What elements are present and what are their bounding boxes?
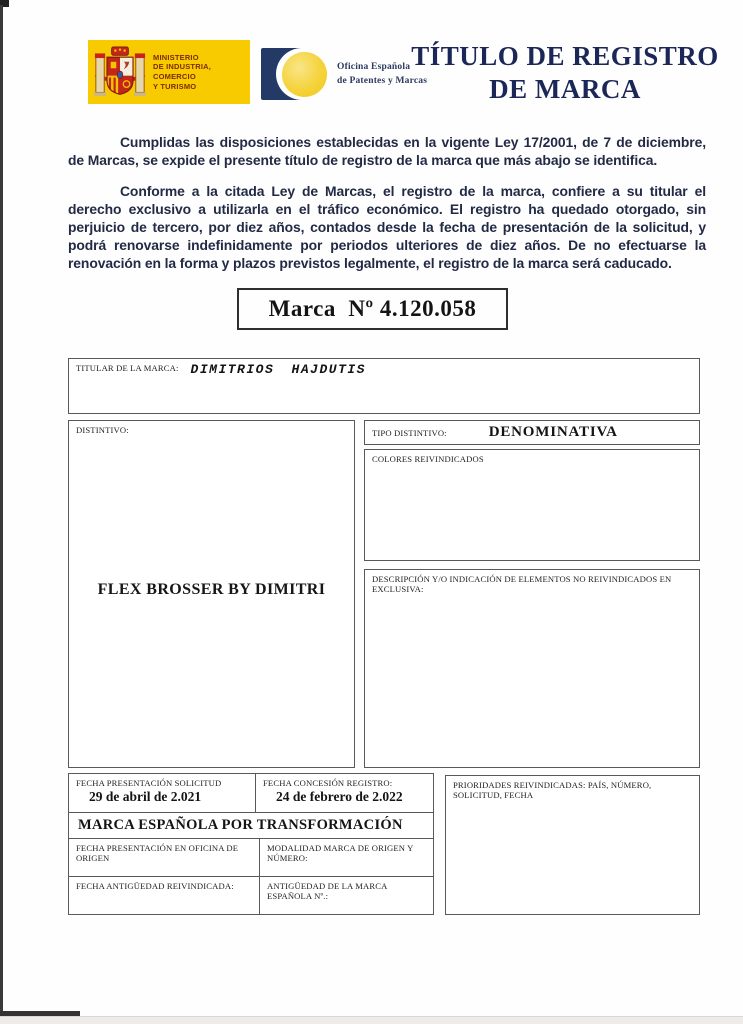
colores-label: COLORES REIVINDICADOS xyxy=(372,454,484,464)
fecha-origen-label: FECHA PRESENTACIÓN EN OFICINA DE ORIGEN xyxy=(76,843,239,864)
oepm-crescent-circle-icon xyxy=(261,46,331,102)
field-fecha-presentacion xyxy=(69,774,256,812)
legal-paragraph-1: Cumplidas las disposiciones establecidas en la vigente Ley 17/2001, de 7 de diciembre, de Marcas, se expide el presente título de registro de la marca que más abajo se identifica. xyxy=(68,134,706,169)
descripcion-label: DESCRIPCIÓN Y/O INDICACIÓN DE ELEMENTOS NO REIVINDICADOS EN EXCLUSIVA: xyxy=(372,574,672,594)
ministry-name-line: DE INDUSTRIA, COMERCIO xyxy=(153,62,212,81)
field-distintivo xyxy=(68,420,355,768)
field-prioridades xyxy=(445,775,700,915)
field-fecha-concesion xyxy=(256,774,433,812)
fecha-concesion-value: 24 de febrero de 2.022 xyxy=(276,789,403,804)
fecha-presentacion-label: FECHA PRESENTACIÓN SOLICITUD xyxy=(76,778,222,788)
scan-edge-artifact xyxy=(0,5,3,1013)
field-fecha-origen xyxy=(69,839,260,875)
tipo-distintivo-value: DENOMINATIVA xyxy=(488,424,618,440)
field-tipo-distintivo xyxy=(364,420,700,445)
distintivo-label: DISTINTIVO: xyxy=(76,425,129,435)
ministry-name xyxy=(153,53,244,92)
field-antiguedad-marca xyxy=(260,877,433,914)
document-title-line1: TÍTULO DE REGISTRO xyxy=(411,41,719,71)
fecha-antiguedad-label: FECHA ANTIGÜEDAD REIVINDICADA: xyxy=(76,880,234,891)
field-colores-reivindicados xyxy=(364,449,700,561)
oepm-name-line: Oficina Española xyxy=(337,61,411,72)
tipo-distintivo-label: TIPO DISTINTIVO: xyxy=(372,427,447,438)
oepm-yellow-circle xyxy=(282,52,327,97)
scan-edge-artifact xyxy=(0,1016,743,1024)
spain-coat-of-arms-icon xyxy=(94,44,146,100)
modalidad-label: MODALIDAD MARCA DE ORIGEN Y NÚMERO: xyxy=(267,843,414,864)
fecha-presentacion-value: 29 de abril de 2.021 xyxy=(89,789,202,804)
titular-value: DIMITRIOS HAJDUTIS xyxy=(190,362,366,377)
field-modalidad xyxy=(260,839,433,875)
table-row-antiguedad xyxy=(69,877,433,914)
ministry-name-line: Y TURISMO xyxy=(153,81,197,91)
ministry-name-line: MINISTERIO xyxy=(153,52,199,62)
transformacion-header: MARCA ESPAÑOLA POR TRANSFORMACIÓN xyxy=(78,817,403,834)
dates-and-transformation-table xyxy=(68,773,434,915)
table-row-origen xyxy=(69,839,433,876)
table-row-dates xyxy=(69,774,433,813)
ministry-logo xyxy=(88,40,250,104)
marca-number: Marca Nº 4.120.058 xyxy=(268,296,477,321)
marca-number-box xyxy=(237,288,508,330)
fecha-concesion-label: FECHA CONCESIÓN REGISTRO: xyxy=(263,778,393,788)
table-row-transformacion-header xyxy=(69,813,433,839)
document-title xyxy=(400,40,730,106)
prioridades-label: PRIORIDADES REIVINDICADAS: PAÍS, NÚMERO, SOLICITUD, FECHA xyxy=(453,780,652,800)
legal-text xyxy=(68,133,706,273)
antiguedad-marca-label: ANTIGÜEDAD DE LA MARCA ESPAÑOLA Nº.: xyxy=(267,880,388,901)
field-descripcion xyxy=(364,569,700,768)
oepm-name-line: de Patentes y Marcas xyxy=(337,76,428,86)
distintivo-value: FLEX BROSSER BY DIMITRI xyxy=(97,581,326,598)
titular-label: TITULAR DE LA MARCA: xyxy=(76,363,179,373)
field-fecha-antiguedad xyxy=(69,877,260,914)
field-titular xyxy=(68,358,700,414)
document-title-line2: DE MARCA xyxy=(489,74,641,104)
legal-paragraph-2: Conforme a la citada Ley de Marcas, el registro de la marca, confiere a su titular el derecho exclusivo a utilizarla en el tráfico económico. El registro ha quedado otorgado, sin perjuicio de tercero, por diez años, contados desde la fecha de presentación de la solicitud, y podrá renovarse indefinidamente por periodos ulteriores de diez años. De no efectuarse la renovación en la forma y plazos previstos legalmente, el registro de la marca será caducado. xyxy=(68,183,706,272)
